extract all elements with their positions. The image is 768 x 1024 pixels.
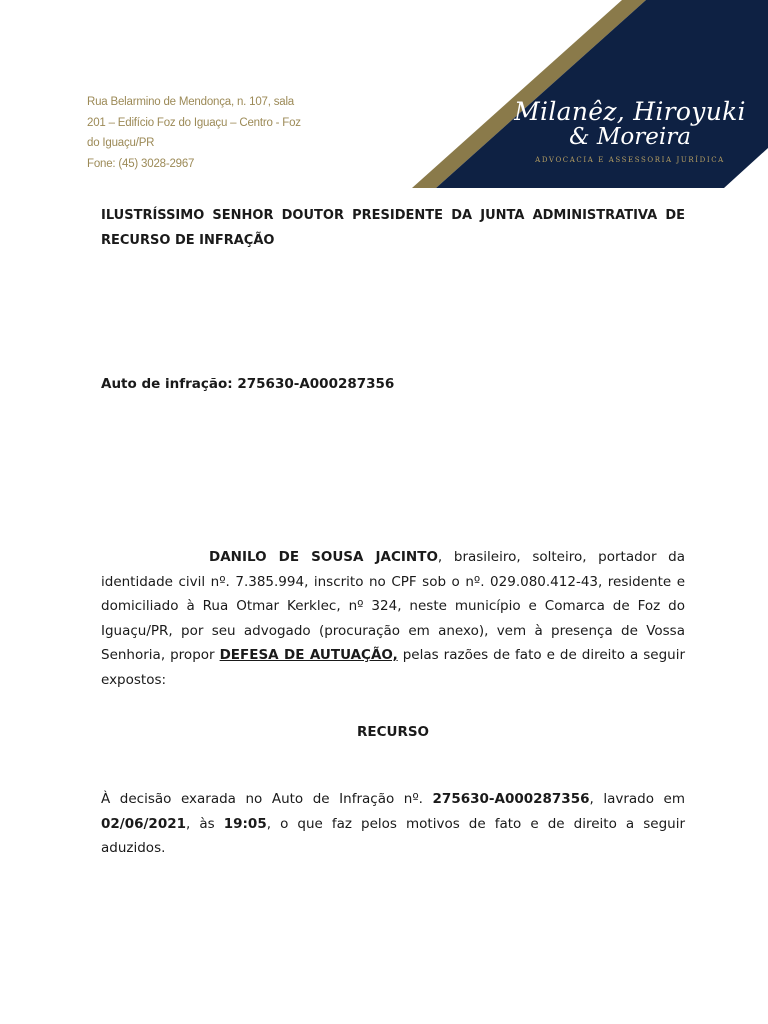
defendant-name: DANILO DE SOUSA JACINTO [209, 549, 438, 565]
firm-name-line1: Milanêz, Hiroyuki [514, 97, 746, 126]
infraction-time: 19:05 [223, 815, 267, 832]
firm-logo [510, 97, 750, 164]
infraction-date: 02/06/2021 [101, 815, 187, 832]
auto-number: 275630-A000287356 [432, 791, 590, 807]
action-title: DEFESA DE AUTUAÇÃO, [219, 647, 398, 663]
phone-line: Fone: (45) 3028-2967 [87, 157, 195, 170]
paragraph-text: , o que faz pelos motivos de fato e de direito a seguir aduzidos. [101, 815, 685, 856]
firm-tagline: ADVOCACIA E ASSESSORIA JURÍDICA [535, 156, 725, 164]
paragraph-text: , às [186, 815, 224, 832]
address-line: Rua Belarmino de Mendonça, n. 107, sala [87, 96, 294, 108]
decision-paragraph [101, 787, 685, 861]
infraction-number: Auto de infração: 275630-A000287356 [101, 376, 395, 392]
address-line: do Iguaçu/PR [87, 137, 155, 149]
paragraph-text: pelas razões de fato e de direito a seguir expostos: [101, 647, 686, 688]
paragraph-text: À decisão exarada no Auto de Infração nº. [101, 791, 433, 807]
address-line: 201 – Edifício Foz do Iguaçu – Centro - Foz [87, 116, 301, 129]
paragraph-text: , lavrado em [589, 791, 685, 807]
firm-name-line2: & Moreira [569, 124, 691, 150]
opening-paragraph [101, 545, 685, 692]
paragraph-text: , brasileiro, solteiro, portador da identidade civil nº. 7.385.994, inscrito no CPF sob o nº. 029.080.412-43, residente e domiciliado à Rua Otmar Kerklec, nº 324, neste município e Comarca de Foz do Iguaçu/PR, por seu advogado (procuração em anexo), vem à presença de Vossa Senhoria, propor [101, 549, 685, 663]
firm-address [87, 92, 327, 174]
addressee-heading: ILUSTRÍSSIMO SENHOR DOUTOR PRESIDENTE DA JUNTA ADMINISTRATIVA DE RECURSO DE INFRAÇÃO [101, 208, 685, 248]
section-title: RECURSO [356, 724, 430, 740]
